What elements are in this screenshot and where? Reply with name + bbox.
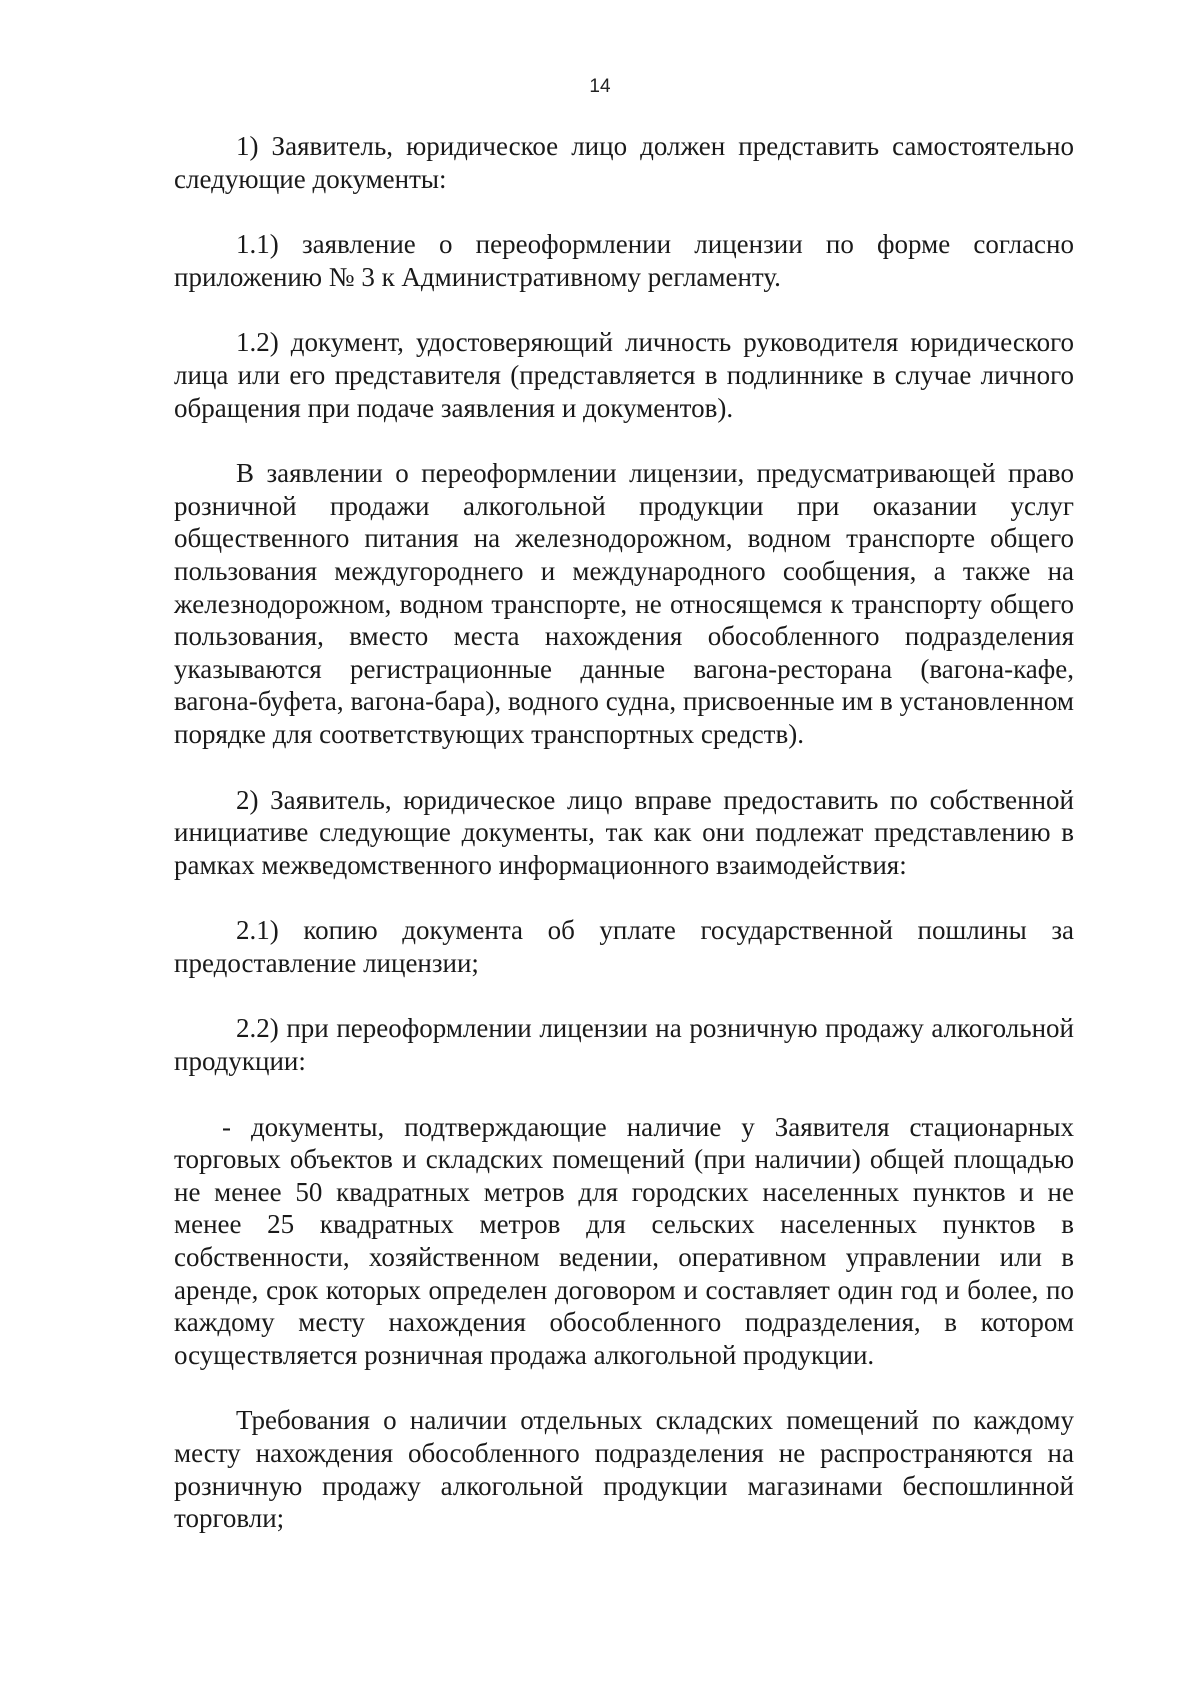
document-body	[174, 130, 1074, 1535]
paragraph-application-form: 1.1) заявление о переоформлении лицензии по форме согласно приложению № 3 к Административному регламенту.	[174, 229, 1074, 292]
paragraph-optional-documents: 2) Заявитель, юридическое лицо вправе предоставить по собственной инициативе следующие документы, так как они подлежат представлению в рамках межведомственного информационного взаимодействия:	[174, 784, 1074, 880]
paragraph-required-documents: 1) Заявитель, юридическое лицо должен представить самостоятельно следующие документы:	[174, 131, 1074, 194]
paragraph-retail-license: 2.2) при переоформлении лицензии на розничную продажу алкогольной продукции:	[174, 1013, 1074, 1077]
paragraph-duty-free-exception: Требования о наличии отдельных складских помещений по каждому месту нахождения обособленного подразделения не распространяются на розничную продажу алкогольной продукции магазинами беспошлинной торговли;	[174, 1405, 1074, 1534]
page-number: 14	[589, 76, 611, 97]
paragraph-state-fee: 2.1) копию документа об уплате государственной пошлины за предоставление лицензии;	[174, 915, 1074, 978]
paragraph-identity-document: 1.2) документ, удостоверяющий личность руководителя юридического лица или его представителя (представляется в подлиннике в случае личного обращения при подаче заявления и документов).	[174, 327, 1074, 423]
paragraph-premises-documents: - документы, подтверждающие наличие у Заявителя стационарных торговых объектов и складских помещений (при наличии) общей площадью не менее 50 квадратных метров для городских населенных пунктов и не менее 25 квадратных метров для сельских населенных пунктов в собственности, хозяйственном ведении, оперативном управлении или в аренде, срок которых определен договором и составляет один год и более, по каждому месту нахождения обособленного подразделения, в котором осуществляется розничная продажа алкогольной продукции.	[174, 1111, 1074, 1370]
paragraph-transport-note: В заявлении о переоформлении лицензии, предусматривающей право розничной продажи алкогольной продукции при оказании услуг общественного питания на железнодорожном, водном транспорте общего пользования междугороднего и международного сообщения, а также на железнодорожном, водном транспорте, не относящемся к транспорту общего пользования, вместо места нахождения обособленного подразделения указываются регистрационные данные вагона-ресторана (вагона-кафе, вагона-буфета, вагона-бара), водного судна, присвоенные им в установленном порядке для соответствующих транспортных средств).	[174, 458, 1074, 749]
